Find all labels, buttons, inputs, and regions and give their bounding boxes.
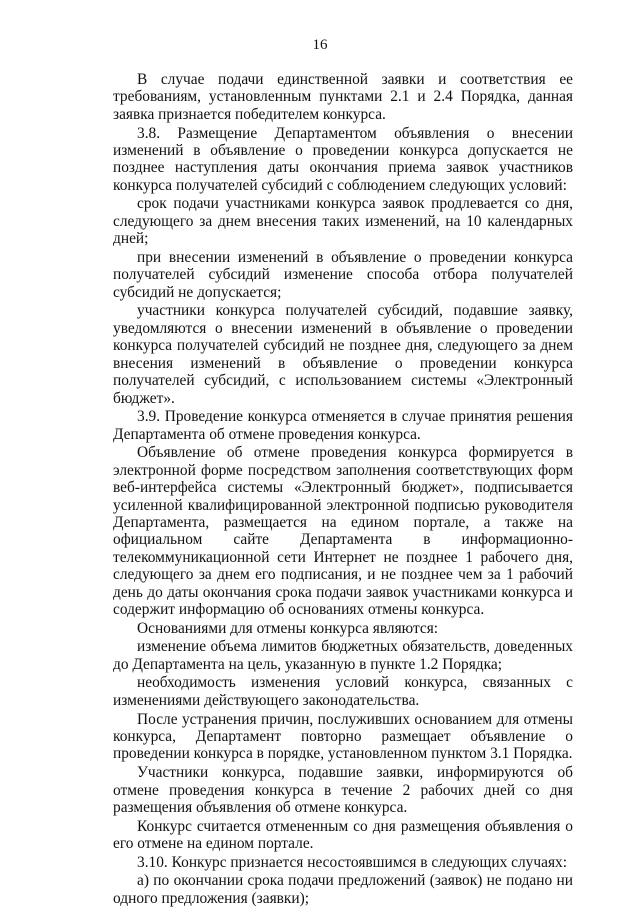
ground-legislation-change: необходимость изменения условий конкурса, связанных с изменениями действующего законодательства. — [113, 674, 573, 709]
document-body — [113, 71, 573, 909]
cancellation-announcement: Объявление об отмене проведения конкурса формируется в электронной форме посредством заполнения соответствующих форм веб-интерфейса системы «Электронный бюджет», подписывается усиленной квалифицированной электронной подписью руководителя Департамента, размещается на едином портале, а также на официальном сайте Департамента в информационно-телекоммуникационной сети Интернет не позднее 1 рабочего дня, следующего за днем его подписания, и не позднее чем за 1 рабочий день до даты окончания срока подачи заявок участниками конкурса и содержит информацию об основаниях отмены конкурса. — [113, 444, 573, 618]
condition-deadline-extension: срок подачи участниками конкурса заявок продлевается со дня, следующего за днем внесения таких изменений, на 10 календарных дней; — [113, 195, 573, 248]
condition-participant-notification: участники конкурса получателей субсидий, подавшие заявку, уведомляются о внесении изменений в объявление о проведении конкурса получателей субсидий не позднее дня, следующего за днем внесения изменений в объявление о проведении конкурса получателей субсидий, с использованием системы «Электронный бюджет». — [113, 302, 573, 407]
condition-selection-method: при внесении изменений в объявление о проведении конкурса получателей субсидий изменение способа отбора получателей субсидий не допускается; — [113, 248, 573, 301]
paragraph-3-9-cancellation: 3.9. Проведение конкурса отменяется в случае принятия решения Департамента об отмене проведения конкурса. — [113, 408, 573, 443]
failed-case-a: а) по окончании срока подачи предложений (заявок) не подано ни одного предложения (заявки); — [113, 872, 573, 907]
repeat-announcement: После устранения причин, послуживших основанием для отмены конкурса, Департамент повторно размещает объявление о проведении конкурса в порядке, установленном пунктом 3.1 Порядка. — [113, 710, 573, 763]
participants-informed: Участники конкурса, подавшие заявки, информируются об отмене проведения конкурса в течение 2 рабочих дней со дня размещения объявления об отмене конкурса. — [113, 764, 573, 816]
cancellation-grounds-heading: Основаниями для отмены конкурса являются: — [137, 619, 439, 637]
paragraph-3-10-failed-contest: 3.10. Конкурс признается несостоявшимся в следующих случаях: — [137, 853, 567, 871]
cancellation-effective: Конкурс считается отмененным со дня размещения объявления о его отмене на едином портале. — [113, 817, 573, 853]
ground-budget-limits: изменение объема лимитов бюджетных обязательств, доведенных до Департамента на цель, указанную в пункте 1.2 Порядка; — [113, 638, 573, 673]
paragraph-3-7-single-application: В случае подачи единственной заявки и соответствия ее требованиям, установленным пунктами 2.1 и 2.4 Порядка, данная заявка признается победителем конкурса. — [113, 71, 573, 123]
paragraph-3-8-announcement-changes: 3.8. Размещение Департаментом объявления о внесении изменений в объявление о проведении конкурса допускается не позднее наступления даты окончания приема заявок участников конкурса получателей субсидий с соблюдением следующих условий: — [113, 124, 573, 194]
page-number: 16 — [312, 37, 328, 53]
